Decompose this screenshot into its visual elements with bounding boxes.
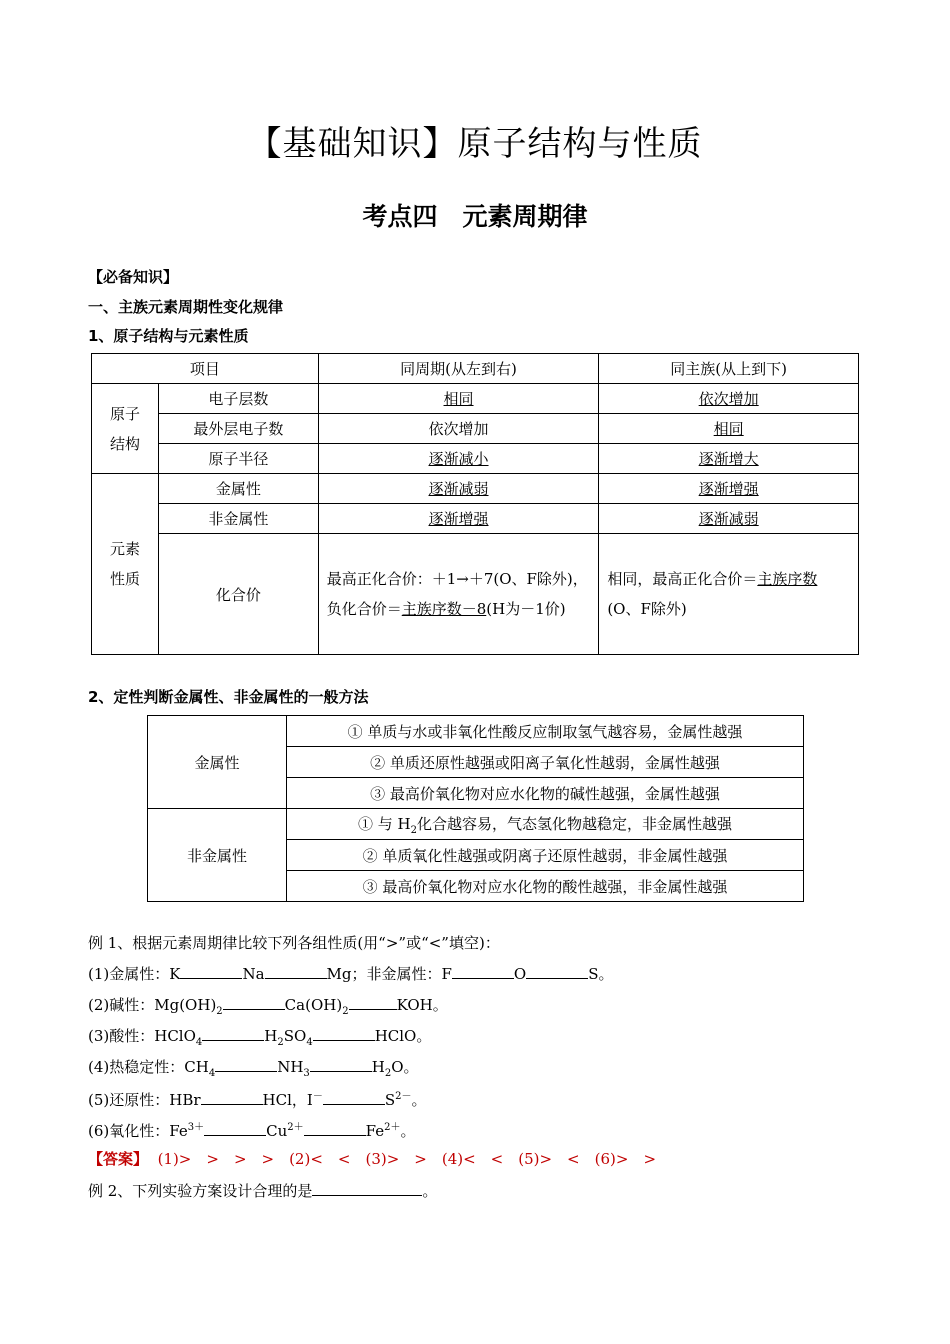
table-row [148,809,804,840]
rule-text-part: ① 与 H [357,814,411,833]
rule-text: ② 单质还原性越强或阳离子氧化性越弱，金属性越强 [287,747,804,778]
example1-q6 [88,1118,415,1141]
superscript: 2－ [395,1091,412,1102]
answer-blank[interactable] [265,964,327,979]
section-label: 【必备知识】 [88,268,179,286]
valence-group-cell [599,534,859,655]
cell-value: 主族序数 [757,570,818,588]
q-text: Na [242,965,265,983]
subscript: 4 [306,1037,313,1048]
answer-label: 【答案】 [88,1150,149,1168]
table-row [92,444,859,474]
cell-text: (O、F除外) [607,600,687,618]
example1-q3 [88,1025,431,1048]
q-text: Ca(OH) [284,996,343,1014]
answer-blank[interactable] [204,1121,266,1136]
q-text: Cu [266,1122,288,1140]
answer-blank[interactable] [452,964,514,979]
subscript: 4 [195,1037,203,1048]
cell-text: 最高正化合价：＋1→＋7(O、F除外)， [326,570,588,588]
example1-q5 [88,1087,426,1110]
q-text: H [371,1058,385,1076]
answer-blank[interactable] [312,1181,422,1196]
cell-value: 逐渐减小 [428,450,489,468]
row-name: 最外层电子数 [158,414,318,444]
table-row [92,534,859,655]
superscript: － [312,1091,323,1102]
answer-blank[interactable] [304,1121,366,1136]
q-text: O。 [391,1058,419,1076]
rule-text: ③ 最高价氧化物对应水化物的碱性越强，金属性越强 [287,778,804,809]
superscript: 2＋ [287,1122,304,1133]
metal-label: 金属性 [148,716,287,809]
answer-blank[interactable] [223,995,285,1010]
q-text: (3)酸性：HClO [88,1027,196,1045]
subscript: 2 [277,1037,284,1048]
table-row [92,504,859,534]
answer-blank[interactable] [215,1057,277,1072]
rule-text: ③ 最高价氧化物对应水化物的酸性越强，非金属性越强 [287,871,804,902]
superscript: 3＋ [187,1122,205,1133]
example1-intro: 例 1、根据元素周期律比较下列各组性质(用“>”或“<”填空)： [88,934,500,952]
header-group: 同主族(从上到下) [599,354,859,384]
cell-value: 逐渐增强 [698,480,759,498]
page-subtitle: 考点四 元素周期律 [362,202,588,231]
q-text: (1)金属性：K [88,965,181,983]
q-text: S [384,1091,396,1109]
cell-value: 逐渐增强 [428,510,489,528]
group-label-structure: 原子结构 [92,384,159,474]
cell-value: 依次增加 [698,390,759,408]
q-text: 。 [422,1182,438,1200]
table-row [92,414,859,444]
q-text: SO [283,1027,307,1045]
section-heading-1-2: 2、定性判断金属性、非金属性的一般方法 [88,688,369,706]
atomic-structure-table [91,353,859,655]
subscript: 2 [342,1006,349,1017]
answer-blank[interactable] [526,964,588,979]
nonmetal-label: 非金属性 [148,809,287,902]
cell-text: (H为－1价) [486,600,566,618]
answer-blank[interactable] [313,1026,375,1041]
q-text: (4)热稳定性：CH [88,1058,209,1076]
cell-value: 主族序数－8 [401,600,487,618]
cell-text: 负化合价＝ [326,600,402,618]
cell-value: 相同 [713,420,744,438]
cell-value: 逐渐减弱 [428,480,489,498]
row-name: 非金属性 [158,504,318,534]
table-row [148,716,804,747]
answer-blank[interactable] [323,1090,385,1105]
q-text: 例 2、下列实验方案设计合理的是 [88,1182,313,1200]
q-text: (2)碱性：Mg(OH) [88,996,217,1014]
header-period: 同周期(从左到右) [318,354,599,384]
example2 [88,1180,437,1201]
q-text: HClO。 [374,1027,432,1045]
q-text: 。 [400,1122,416,1140]
cell-value: 相同 [443,390,474,408]
cell-value: 逐渐增大 [698,450,759,468]
metal-nonmetal-table [147,715,804,902]
row-name: 金属性 [158,474,318,504]
cell-value: 逐渐减弱 [698,510,759,528]
rule-text [287,809,804,840]
subscript: 2 [410,824,417,836]
q-text: NH [277,1058,304,1076]
row-name: 化合价 [158,534,318,655]
table-row [92,474,859,504]
subscript: 4 [208,1068,216,1079]
row-name: 原子半径 [158,444,318,474]
answer-blank[interactable] [349,995,397,1010]
rule-text-part: 化合越容易，气态氢化物越稳定，非金属性越强 [416,814,732,833]
answer-blank[interactable] [180,964,242,979]
section-heading-1: 一、主族元素周期性变化规律 [88,298,284,316]
example1-q4 [88,1056,419,1079]
q-text: HCl，I [262,1091,313,1109]
subscript: 2 [384,1068,392,1079]
q-text: S。 [588,965,614,983]
group-label-properties: 元素性质 [92,474,159,655]
row-name: 电子层数 [158,384,318,414]
answer-blank[interactable] [310,1057,372,1072]
cell-value: 依次增加 [318,414,599,444]
q-text: Mg；非金属性：F [326,965,452,983]
header-item: 项目 [92,354,319,384]
q-text: (6)氧化性：Fe [88,1122,188,1140]
cell-text: 相同，最高正化合价＝ [607,570,758,588]
subscript: 3 [303,1068,310,1079]
q-text: H [264,1027,278,1045]
subscript: 2 [216,1006,223,1017]
q-text: 。 [411,1091,427,1109]
rule-text: ① 单质与水或非氧化性酸反应制取氢气越容易，金属性越强 [287,716,804,747]
example1-q2 [88,994,448,1017]
q-text: Fe [365,1122,385,1140]
valence-period-cell [318,534,599,655]
q-text: O [513,965,527,983]
example1-q1 [88,963,614,984]
answer-blank[interactable] [201,1090,263,1105]
answer-blank[interactable] [202,1026,264,1041]
superscript: 2＋ [384,1122,401,1133]
rule-text: ② 单质氧化性越强或阴离子还原性越弱，非金属性越强 [287,840,804,871]
example1-answer [88,1148,656,1169]
table-header-row [92,354,859,384]
section-heading-1-1: 1、原子结构与元素性质 [88,327,249,345]
answer-text: (1)> > > > (2)< < (3)> > (4)< < (5)> < (6)> > [157,1150,657,1168]
q-text: (5)还原性：HBr [88,1091,201,1109]
table-row [92,384,859,414]
q-text: KOH。 [396,996,448,1014]
page-title: 【基础知识】原子结构与性质 [247,124,703,164]
